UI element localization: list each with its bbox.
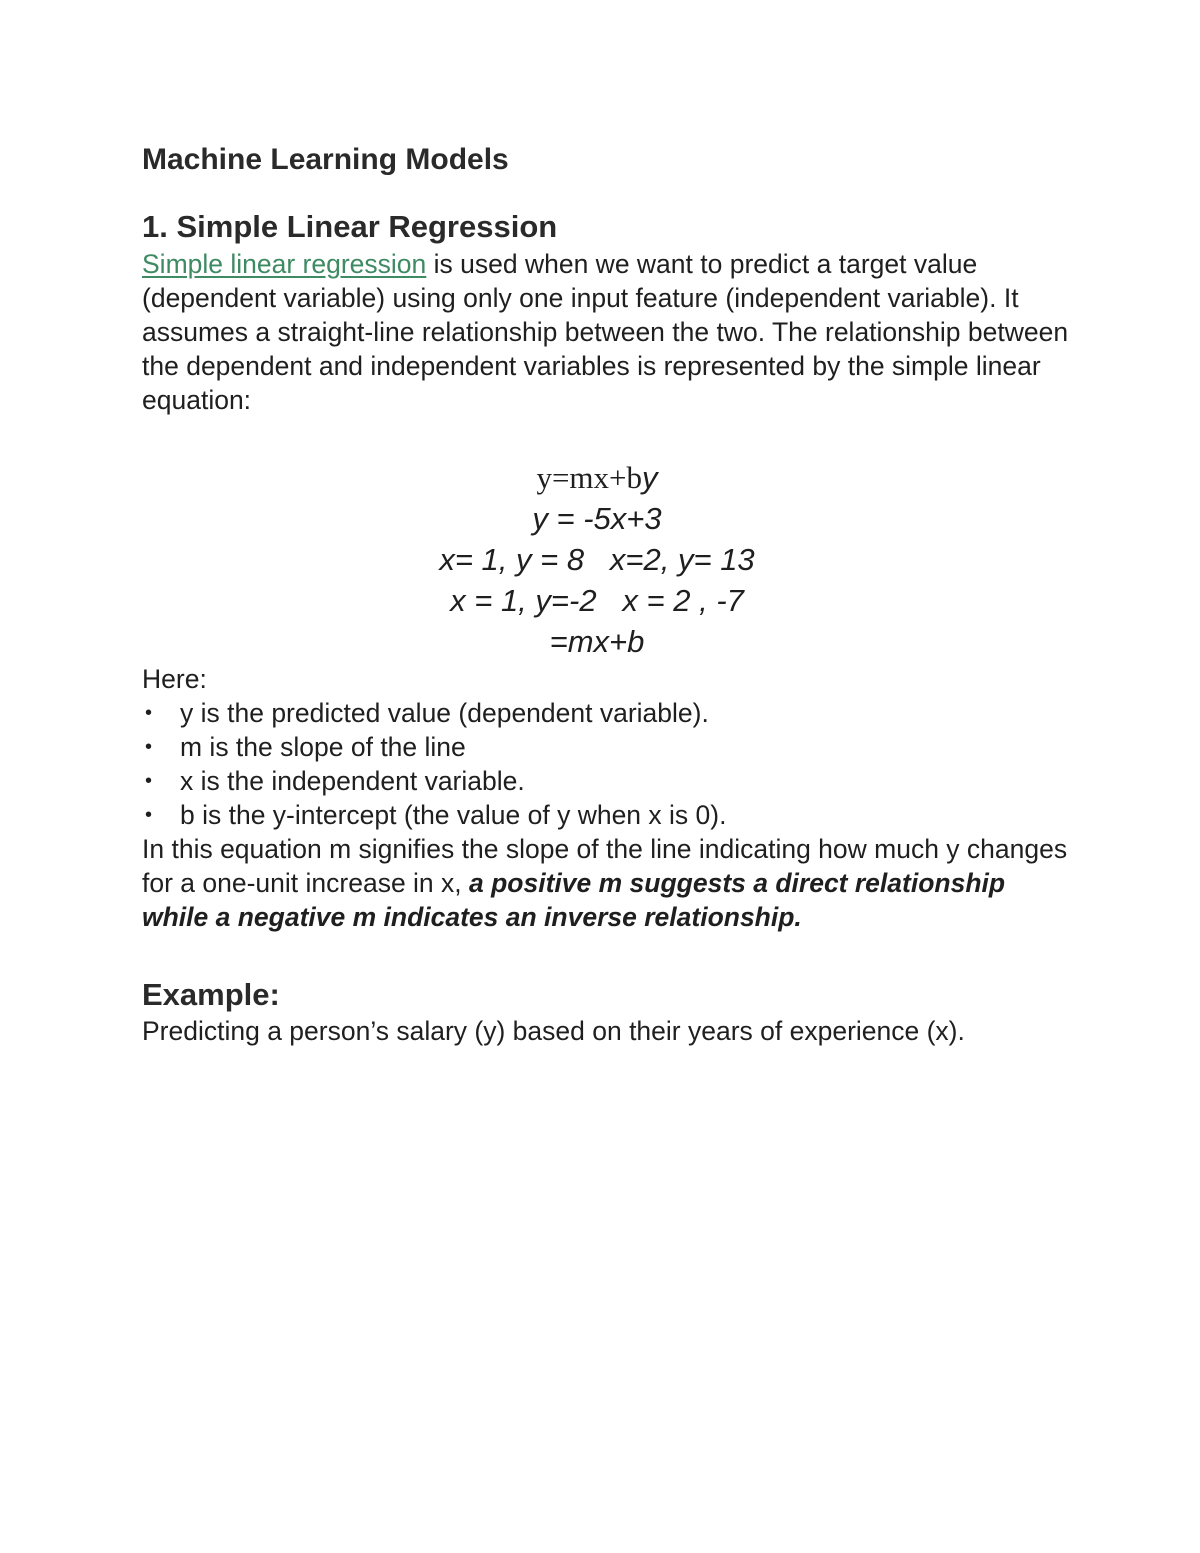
equation-example: y = -5x+3: [532, 501, 662, 536]
explanation-paragraph: [142, 832, 1072, 934]
list-item-text: x is the independent variable.: [180, 766, 525, 796]
intro-paragraph-text: is used when we want to predict a target value (dependent variable) using only one input feature (independent variable). It assumes a straight-line relationship between the two. The relationship between the dependent and independent variables is represented by the simple linear equation:: [142, 249, 1069, 415]
section-heading-simple-linear-regression: 1. Simple Linear Regression: [142, 209, 558, 244]
explanation-emphasis: a positive m suggests a direct relationship while a negative m indicates an inverse relationship.: [142, 868, 1006, 932]
document-page: [142, 138, 1072, 1048]
simple-linear-regression-link[interactable]: Simple linear regression: [142, 249, 427, 279]
list-item: [142, 730, 1072, 764]
definition-list: [142, 696, 1072, 832]
example-text: Predicting a person’s salary (y) based on their years of experience (x).: [142, 1016, 965, 1046]
list-item: [142, 798, 1072, 832]
list-item: [142, 696, 1072, 730]
bullet-icon: •: [145, 770, 153, 792]
list-item-text: b is the y-intercept (the value of y when x is 0).: [180, 800, 727, 830]
equation-block: [142, 457, 1052, 662]
intro-paragraph: [142, 247, 1072, 417]
equation-values-negative: x = 1, y=-2 x = 2 , -7: [450, 583, 744, 618]
list-item-text: y is the predicted value (dependent variable).: [180, 698, 709, 728]
equation-general-main: y=mx+b: [536, 460, 643, 495]
list-item-text: m is the slope of the line: [180, 732, 466, 762]
bullet-icon: •: [145, 804, 153, 826]
here-label: Here:: [142, 664, 207, 694]
equation-general: [142, 457, 1052, 498]
document-title: Machine Learning Models: [142, 143, 509, 176]
example-heading: Example:: [142, 977, 280, 1012]
explanation-text: In this equation m signifies the slope of the line indicating how much y changes for a one-unit increase in x,: [142, 834, 1068, 898]
equation-fragment: =mx+b: [549, 624, 645, 659]
list-item: [142, 764, 1072, 798]
bullet-icon: •: [145, 736, 153, 758]
bullet-icon: •: [145, 702, 153, 724]
equation-general-tail: y: [642, 460, 658, 495]
equation-values-positive: x= 1, y = 8 x=2, y= 13: [439, 542, 755, 577]
